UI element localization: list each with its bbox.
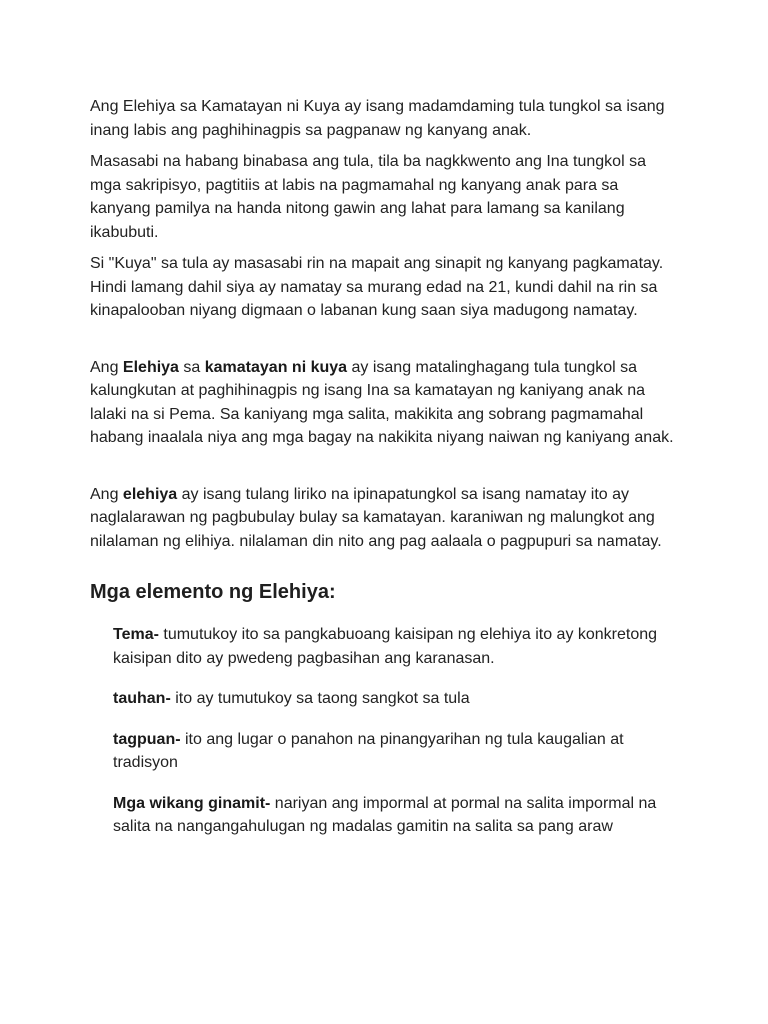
- element-description: nariyan ang impormal at pormal na salita impormal na salita na nangangahulugan ng madalas gamitin na salita sa pang araw: [113, 794, 657, 835]
- list-item: [113, 687, 680, 711]
- bold-term: Elehiya: [122, 358, 179, 376]
- bold-term: elehiya: [122, 485, 178, 503]
- element-description: ito ang lugar o panahon na pinangyarihan ng tula kaugalian at tradisyon: [113, 730, 624, 771]
- element-description: ito ay tumutukoy sa taong sangkot sa tula: [170, 690, 470, 707]
- bold-term: kamatayan ni kuya: [204, 358, 348, 376]
- paragraph-elehiya-definition: [90, 483, 680, 554]
- element-description: tumutukoy ito sa pangkabuoang kaisipan ng elehiya ito ay konkretong kaisipan dito ay pwedeng pagbasihan ang karanasan.: [113, 626, 658, 667]
- section-heading: Mga elemento ng Elehiya:: [90, 581, 336, 603]
- paragraph-elehiya-description: [90, 356, 680, 450]
- text-segment: Ang: [90, 358, 123, 376]
- element-term: Tema-: [113, 626, 159, 643]
- list-item: [113, 623, 680, 670]
- element-term: tagpuan-: [113, 730, 181, 748]
- element-term: Mga wikang ginamit-: [113, 794, 271, 812]
- paragraph-kuya: Si "Kuya" sa tula ay masasabi rin na mapait ang sinapit ng kanyang pagkamatay. Hindi lamang dahil siya ay namatay sa murang edad na 21, kundi dahil na rin sa kinapalooban niyang digmaan o labanan kung saan siya madugong namatay.: [90, 255, 664, 319]
- document-body: [90, 95, 680, 856]
- list-item: [113, 728, 680, 775]
- text-segment: Ang: [90, 485, 123, 503]
- paragraph-intro: Ang Elehiya sa Kamatayan ni Kuya ay isang madamdaming tula tungkol sa isang inang labis ang paghihinagpis sa pagpanaw ng kanyang anak.: [90, 98, 665, 139]
- text-segment: ay isang tulang liriko na ipinapatungkol sa isang namatay ito ay naglalarawan ng pagbubulay bulay sa kamatayan. karaniwan ng malungkot ang nilalaman ng elihiya. nilalaman din nito ang pag aalaala o pagpupuri sa namatay.: [90, 485, 662, 550]
- list-item: [113, 792, 680, 839]
- paragraph-summary: Masasabi na habang binabasa ang tula, tila ba nagkkwento ang Ina tungkol sa mga sakripisyo, pagtitiis at labis na pagmamahal ng kanyang anak para sa kanyang pamilya na handa nitong gawin ang lahat para lamang sa kanilang ikabubuti.: [90, 153, 646, 241]
- elements-list: [90, 623, 680, 839]
- text-segment: ay isang matalinghagang tula tungkol sa kalungkutan at paghihinagpis ng isang Ina sa kamatayan ng kaniyang anak na lalaki na si Pema. Sa kaniyang mga salita, makikita ang sobrang pagmamahal habang inaalala niya ang mga bagay na nakikita niyang naiwan ng kaniyang anak.: [90, 358, 674, 446]
- text-segment: sa: [178, 358, 205, 376]
- element-term: tauhan-: [113, 690, 171, 707]
